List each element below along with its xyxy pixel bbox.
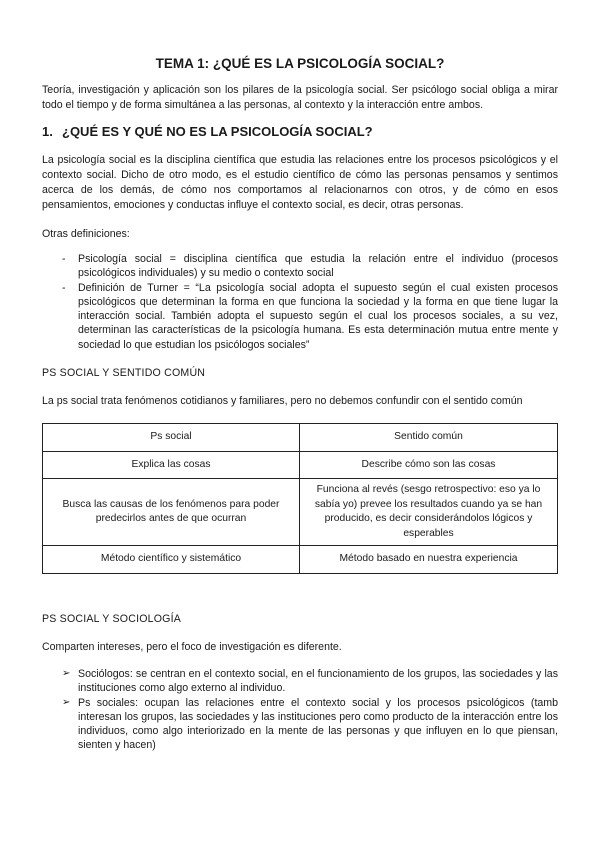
table-cell: Explica las cosas xyxy=(43,452,300,479)
table-cell: Método basado en nuestra experiencia xyxy=(300,546,558,574)
definitions-list xyxy=(62,252,558,352)
table-cell: Funciona al revés (sesgo retrospectivo: eso ya lo sabía yo) prevee los resultados cuando ya se han producido, es decir considerándolos lógicos y esperables xyxy=(300,479,558,546)
sociology-intro: Comparten intereses, pero el foco de investigación es diferente. xyxy=(42,641,342,653)
section-heading-text: ¿QUÉ ES Y QUÉ NO ES LA PSICOLOGÍA SOCIAL? xyxy=(62,124,373,139)
table-row xyxy=(43,452,558,479)
page-title: TEMA 1: ¿QUÉ ES LA PSICOLOGÍA SOCIAL? xyxy=(155,56,445,71)
section-heading xyxy=(42,124,373,139)
list-item-text: Ps sociales: ocupan las relaciones entre el contexto social y los procesos psicológicos (tamb interesan los grupos, las sociedades y las instituciones pero como producto de la interacción entre los individuos, como algo interiorizado en la mente de las personas y que influyen en lo que piensan, sienten y hacen) xyxy=(78,696,558,752)
subheading-sociology: PS SOCIAL Y SOCIOLOGÍA xyxy=(42,613,182,625)
list-item xyxy=(62,696,558,753)
section-number: 1. xyxy=(42,124,53,139)
table-header: Ps social xyxy=(43,424,300,452)
arrow-bullet-icon: ➢ xyxy=(62,696,71,708)
table-cell: Busca las causas de los fenómenos para poder predecirlos antes de que ocurran xyxy=(43,479,300,546)
table-cell: Describe cómo son las cosas xyxy=(300,452,558,479)
table-header-row xyxy=(43,424,558,452)
arrow-bullet-icon: ➢ xyxy=(62,668,71,679)
table-row xyxy=(43,479,558,546)
list-item-text: Sociólogos: se centran en el contexto social, en el funcionamiento de los grupos, las sociedades y las instituciones como algo externo al individuo. xyxy=(78,668,558,695)
other-definitions-label: Otras definiciones: xyxy=(42,228,130,240)
definition-paragraph: La psicología social es la disciplina científica que estudia las relaciones entre los procesos psicológicos y el contexto social. Dicho de otro modo, es el estudio científico de cómo las personas pensamos y sentimos acerca de los demás, de cómo nos comportamos al relacionarnos con otros, y de cómo en esos pensamientos, emociones y conductas influye el contexto social, es decir, otras personas. xyxy=(42,154,558,211)
table-cell: Método científico y sistemático xyxy=(43,546,300,574)
sociology-list xyxy=(62,667,558,753)
intro-paragraph: Teoría, investigación y aplicación son los pilares de la psicología social. Ser psicólogo social obliga a mirar todo el tiempo y de forma simultánea a las personas, al contexto y la interacción entre ambos. xyxy=(42,84,558,111)
subheading-common-sense: PS SOCIAL Y SENTIDO COMÚN xyxy=(42,367,206,379)
table-header: Sentido común xyxy=(300,424,558,452)
comparison-table xyxy=(42,423,558,574)
common-sense-intro: La ps social trata fenómenos cotidianos y familiares, pero no debemos confundir con el sentido común xyxy=(42,395,523,407)
list-item xyxy=(62,667,558,696)
table-row xyxy=(43,546,558,574)
list-item: - Psicología social = disciplina científica que estudia la relación entre el individuo (procesos psicológicos individuales) y su medio o contexto social xyxy=(62,252,558,281)
list-item: - Definición de Turner = “La psicología social adopta el supuesto según el cual existen procesos psicológicos que determinan la forma en que funciona la sociedad y la forma en que tiene lugar la interacción social. También adopta el supuesto según el cual los procesos sociales, a su vez, determinan las características de la psicología humana. Es esta determinación mutua entre mente y sociedad lo que estudian los psicólogos sociales” xyxy=(62,281,558,352)
